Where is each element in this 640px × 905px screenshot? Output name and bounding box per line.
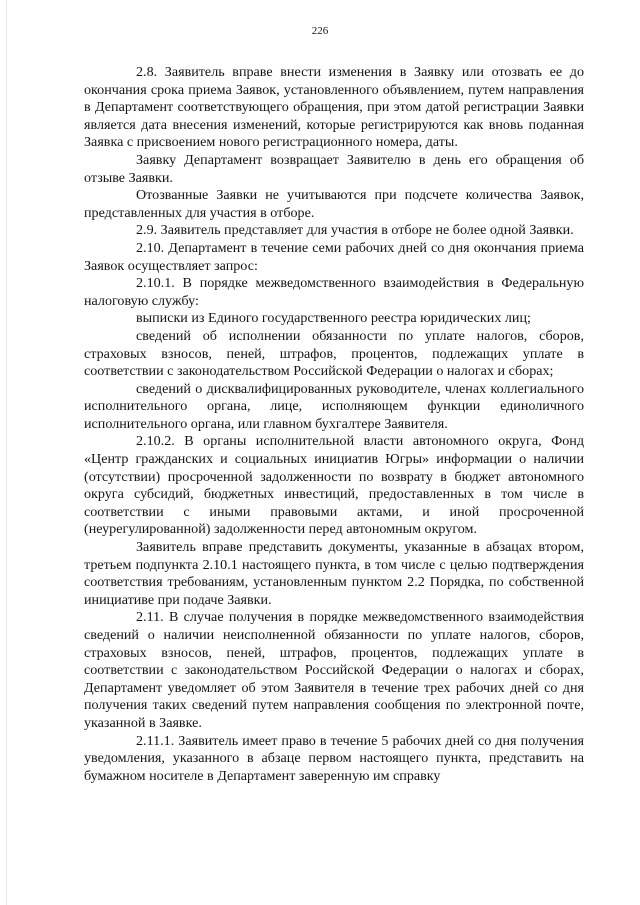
paragraph-withdrawn-applications: Отозванные Заявки не учитываются при подсчете количества Заявок, представленных для участия в отборе. — [84, 187, 584, 221]
page-number: 226 — [311, 25, 329, 37]
paragraph-2-11: 2.11. В случае получения в порядке межведомственного взаимодействия сведений о наличии неисполненной обязанности по уплате налогов, сборов, страховых взносов, пеней, штрафов, процентов, подлежащих уплате в соответствии с законодательством Российской Федерации о налогах и сборах, Департамент уведомляет об этом Заявителя в течение трех рабочих дней со дня получения таких сведений путем направления сообщения по электронной почте, указанной в Заявке. — [84, 609, 584, 731]
paragraph-2-9: 2.9. Заявитель представляет для участия в отборе не более одной Заявки. — [136, 222, 574, 239]
paragraph-applicant-documents: Заявитель вправе представить документы, указанные в абзацах втором, третьем подпункта 2.10.1 настоящего пункта, в том числе с целью подтверждения соответствия требованиям, установленным пунктом 2.2 Порядка, по собственной инициативе при подаче Заявки. — [84, 539, 584, 608]
scan-edge-line — [6, 0, 7, 905]
paragraph-2-8: 2.8. Заявитель вправе внести изменения в Заявку или отозвать ее до окончания срока приема Заявок, установленного объявлением, путем направления в Департамент соответствующего обращения, при этом датой регистрации Заявки является дата внесения изменений, которые регистрируются как вновь поданная Заявка с присвоением нового регистрационного номера, даты. — [84, 64, 584, 151]
paragraph-disqualified-persons: сведений о дисквалифицированных руководителе, членах коллегиального исполнительного органа, лице, исполняющем функции единоличного исполнительного органа, или главном бухгалтере Заявителя. — [84, 380, 584, 432]
paragraph-2-10-2: 2.10.2. В органы исполнительной власти автономного округа, Фонд «Центр гражданских и социальных инициатив Югры» информации о наличии (отсутствии) просроченной задолженности по возврату в бюджет автономного округа субсидий, бюджетных инвестиций, предоставленных в том числе в соответствии с иными правовыми актами, и иной просроченной (неурегулированной) задолженности перед автономным округом. — [84, 433, 584, 538]
paragraph-egrul-extract: выписки из Единого государственного реестра юридических лиц; — [136, 310, 531, 327]
paragraph-2-10-1: 2.10.1. В порядке межведомственного взаимодействия в Федеральную налоговую службу: — [84, 275, 584, 309]
paragraph-return-application: Заявку Департамент возвращает Заявителю в день его обращения об отзыве Заявки. — [84, 151, 584, 186]
paragraph-2-10: 2.10. Департамент в течение семи рабочих дней со дня окончания приема Заявок осуществляет запрос: — [84, 239, 584, 274]
paragraph-2-11-1: 2.11.1. Заявитель имеет право в течение 5 рабочих дней со дня получения уведомления, указанного в абзаце первом настоящего пункта, представить на бумажном носителе в Департамент заверенную им справку — [84, 732, 584, 784]
paragraph-tax-obligations: сведений об исполнении обязанности по уплате налогов, сборов, страховых взносов, пеней, штрафов, процентов, подлежащих уплате в соответствии с законодательством Российской Федерации о налогах и сборах; — [84, 327, 584, 380]
document-body — [84, 64, 584, 785]
